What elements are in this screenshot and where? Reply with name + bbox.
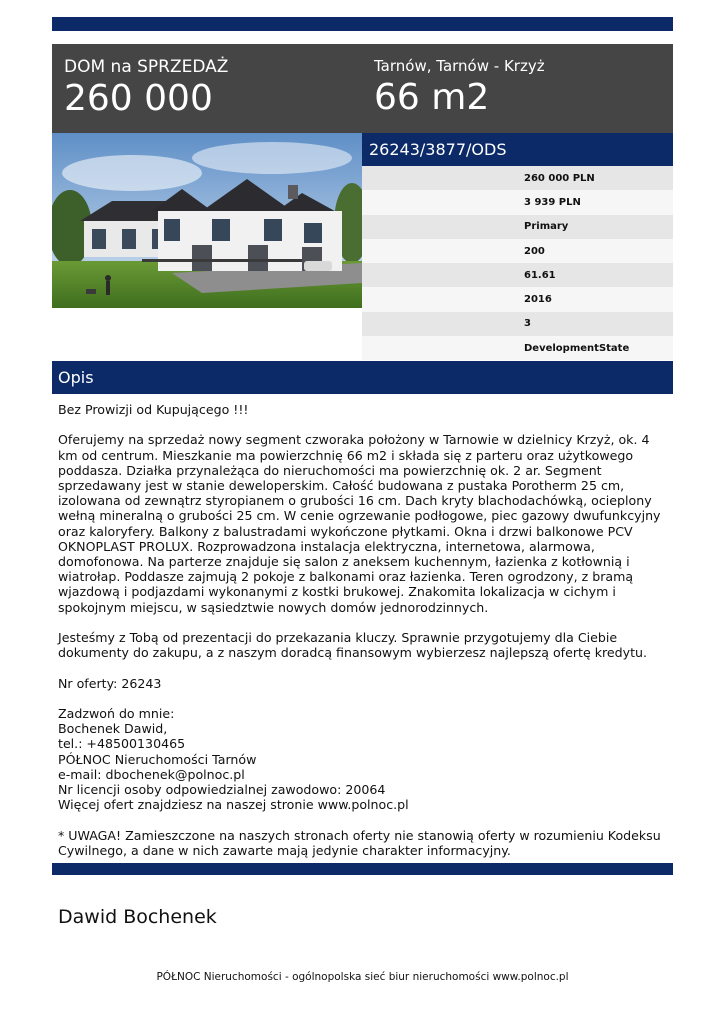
location: Tarnów, Tarnów - Krzyż xyxy=(374,57,545,75)
contact-line: tel.: +48500130465 xyxy=(58,736,186,752)
description-paragraph: Bez Prowizji od Kupującego !!! xyxy=(58,402,249,417)
contact-line: Zadzwoń do mnie: xyxy=(58,706,175,721)
contact-line: Więcej ofert znajdziesz na naszej stronie www.polnoc.pl xyxy=(58,797,409,813)
reference-bar xyxy=(362,133,673,166)
bottom-bar xyxy=(52,863,673,875)
section-header-opis xyxy=(52,361,673,394)
disclaimer: * UWAGA! Zamieszczone na naszych stronach oferty nie stanowią oferty w rozumieniu Kodeksu Cywilnego, a dane w nich zawarte mają jedynie charakter informacyjny. xyxy=(58,827,661,858)
spec-value: 61.61 xyxy=(524,269,556,281)
top-bar xyxy=(52,17,673,31)
description-paragraph: Jesteśmy z Tobą od prezentacji do przekazania kluczy. Sprawnie przygotujemy dla Ciebie dokumenty do zakupu, a z naszym doradcą finansowym wybierzesz najlepszą ofertę kredytu. xyxy=(58,630,648,661)
description-paragraph: Oferujemy na sprzedaż nowy segment czworaka położony w Tarnowie w dzielnicy Krzyż, ok. 4 km od centrum. Mieszkanie ma powierzchnię 66 m2 i składa się z parteru oraz użytkowego poddasza. Działka przynależąca do nieruchomości ma powierzchnię ok. 2 ar. Segment sprzedawany jest w stanie deweloperskim. Całość budowana z pustaka Porotherm 25 cm, izolowana od zewnątrz styropianem o grubości 16 cm. Dach kryty blachodachówką, ocieplony wełną mineralną o grubości 25 cm. W cenie ogrzewanie podłogowe, piec gazowy dwufunkcyjny oraz kaloryfery. Balkony z balustradami wykończone płytkami. Okna i drzwi balkonowe PCV OKNOPLAST PROLUX. Rozprowadzona instalacja elektryczna, internetowa, alarmowa, domofonowa. Na parterze znajduje się salon z aneksem kuchennym, łazienka z kotłownią i wiatrołap. Poddasze zajmują 2 pokoje z balkonami oraz łazienka. Teren ogrodzony, z bramą wjazdową i podjazdami wykonanymi z kostki brukowej. Znakomita lokalizacja w cichym i spokojnym miejscu, w sąsiedztwie nowych domów jednorodzinnych. xyxy=(58,432,661,615)
reference-number: 26243/3877/ODS xyxy=(369,140,507,159)
spec-value: Primary xyxy=(524,221,569,233)
spec-value: 200 xyxy=(524,245,545,257)
property-photo xyxy=(52,133,362,308)
area: 66 m2 xyxy=(374,77,490,118)
spec-row xyxy=(362,312,673,336)
spec-row xyxy=(362,263,673,287)
contact-block xyxy=(58,706,668,812)
contact-line: Nr licencji osoby odpowiedzialnej zawodowo: 20064 xyxy=(58,782,386,798)
description-paragraph: Nr oferty: 26243 xyxy=(58,675,162,691)
spec-value: 260 000 PLN xyxy=(524,172,595,184)
spec-row xyxy=(362,336,673,360)
property-type: DOM na SPRZEDAŻ xyxy=(64,57,229,77)
spec-value: 2016 xyxy=(524,294,552,306)
contact-line: e-mail: dbochenek@polnoc.pl xyxy=(58,766,245,782)
spec-value: DevelopmentState xyxy=(524,342,630,354)
contact-line: Bochenek Dawid, xyxy=(58,721,168,737)
listing-header xyxy=(52,44,673,133)
spec-row xyxy=(362,190,673,214)
spec-row xyxy=(362,215,673,239)
description xyxy=(58,402,668,873)
specs-table xyxy=(362,166,673,360)
section-title: Opis xyxy=(58,368,94,387)
agent-name: Dawid Bochenek xyxy=(58,906,217,928)
spec-value: 3 xyxy=(524,318,531,330)
spec-row xyxy=(362,166,673,190)
spec-row xyxy=(362,239,673,263)
spec-value: 3 939 PLN xyxy=(524,196,581,208)
contact-line: PÓŁNOC Nieruchomości Tarnów xyxy=(58,751,257,767)
footer-text: PÓŁNOC Nieruchomości - ogólnopolska sieć biur nieruchomości www.polnoc.pl xyxy=(156,971,569,983)
spec-row xyxy=(362,287,673,311)
price: 260 000 xyxy=(64,78,213,119)
